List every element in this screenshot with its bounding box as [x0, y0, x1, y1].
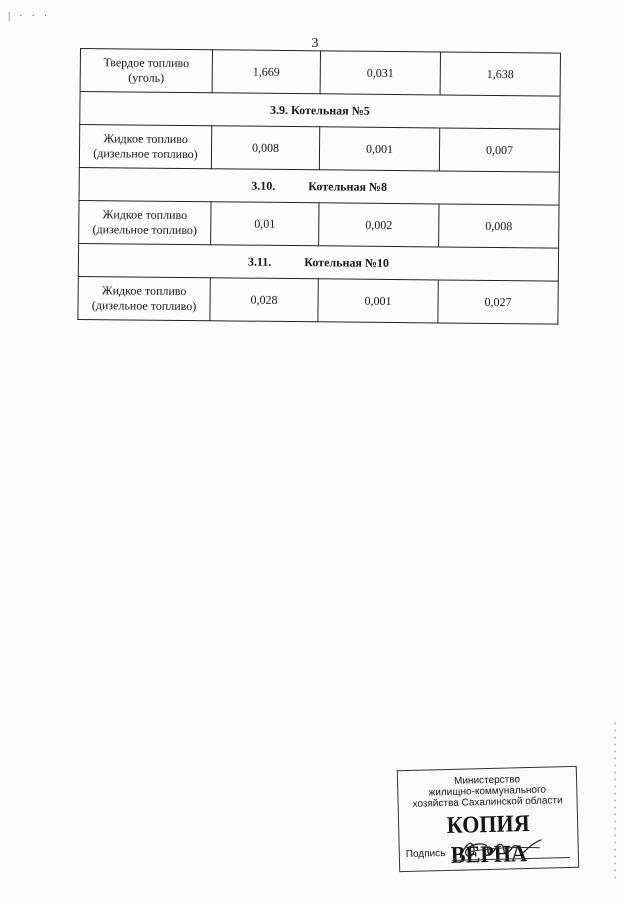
value-cell: 0,027 [438, 280, 558, 324]
handwritten-signature [455, 834, 546, 864]
section-title: Котельная №5 [290, 102, 370, 118]
stamp-ministry-line2: жилищно-коммунального [428, 784, 547, 799]
scan-edge-dots [612, 720, 618, 880]
fuel-type-line2: (дизельное топливо) [93, 146, 198, 162]
fuel-table-container [77, 48, 560, 325]
table-row [78, 276, 558, 324]
value-cell: 1,638 [440, 52, 560, 96]
page-number: 3 [311, 36, 319, 51]
fuel-type-cell [80, 49, 212, 93]
stamp-ministry-line1: Министерство [453, 774, 521, 787]
fuel-table [77, 48, 561, 325]
fuel-type-line2: (дизельное топливо) [92, 222, 198, 238]
section-number: 3.9. [269, 102, 289, 117]
section-row [80, 92, 560, 130]
value-cell: 0,001 [319, 127, 439, 171]
table-row [79, 200, 559, 248]
stamp-ministry-line3: хозяйства Сахалинской области [412, 795, 563, 810]
section-heading-cell [78, 243, 558, 281]
value-cell: 0,01 [211, 202, 319, 246]
section-number: 3.10. [251, 178, 276, 193]
section-row [78, 243, 558, 281]
fuel-type-cell [79, 125, 211, 169]
stamp-signature-label: Подпись [405, 848, 446, 861]
section-number: 3.11. [247, 254, 272, 269]
stamp-title: КОПИЯ ВЕРНА [446, 810, 530, 869]
fuel-type-line1: Жидкое топливо [101, 283, 187, 299]
table-row [79, 125, 559, 173]
value-cell: 0,001 [318, 279, 438, 323]
fuel-type-line2: (дизельное топливо) [91, 298, 197, 314]
value-cell: 0,007 [439, 128, 559, 172]
section-heading-cell [80, 92, 560, 130]
value-cell: 0,031 [320, 51, 440, 95]
section-title: Котельная №10 [304, 254, 390, 270]
table-row [80, 49, 560, 97]
value-cell: 1,669 [212, 50, 320, 94]
section-heading-cell [79, 167, 559, 205]
scan-corner-marks: | · · · [8, 10, 51, 22]
fuel-type-line1: Твердое топливо [103, 55, 190, 71]
fuel-type-line1: Жидкое топливо [102, 207, 188, 223]
fuel-type-cell [78, 276, 210, 320]
copy-verified-stamp [397, 766, 579, 872]
fuel-type-line1: Жидкое топливо [103, 131, 188, 147]
fuel-type-cell [79, 200, 211, 244]
section-title: Котельная №8 [308, 178, 388, 194]
value-cell: 0,008 [439, 204, 559, 248]
fuel-type-line2: (уголь) [128, 70, 165, 85]
value-cell: 0,002 [319, 203, 439, 247]
section-row [79, 167, 559, 205]
value-cell: 0,008 [211, 126, 319, 170]
value-cell: 0,028 [210, 278, 318, 322]
